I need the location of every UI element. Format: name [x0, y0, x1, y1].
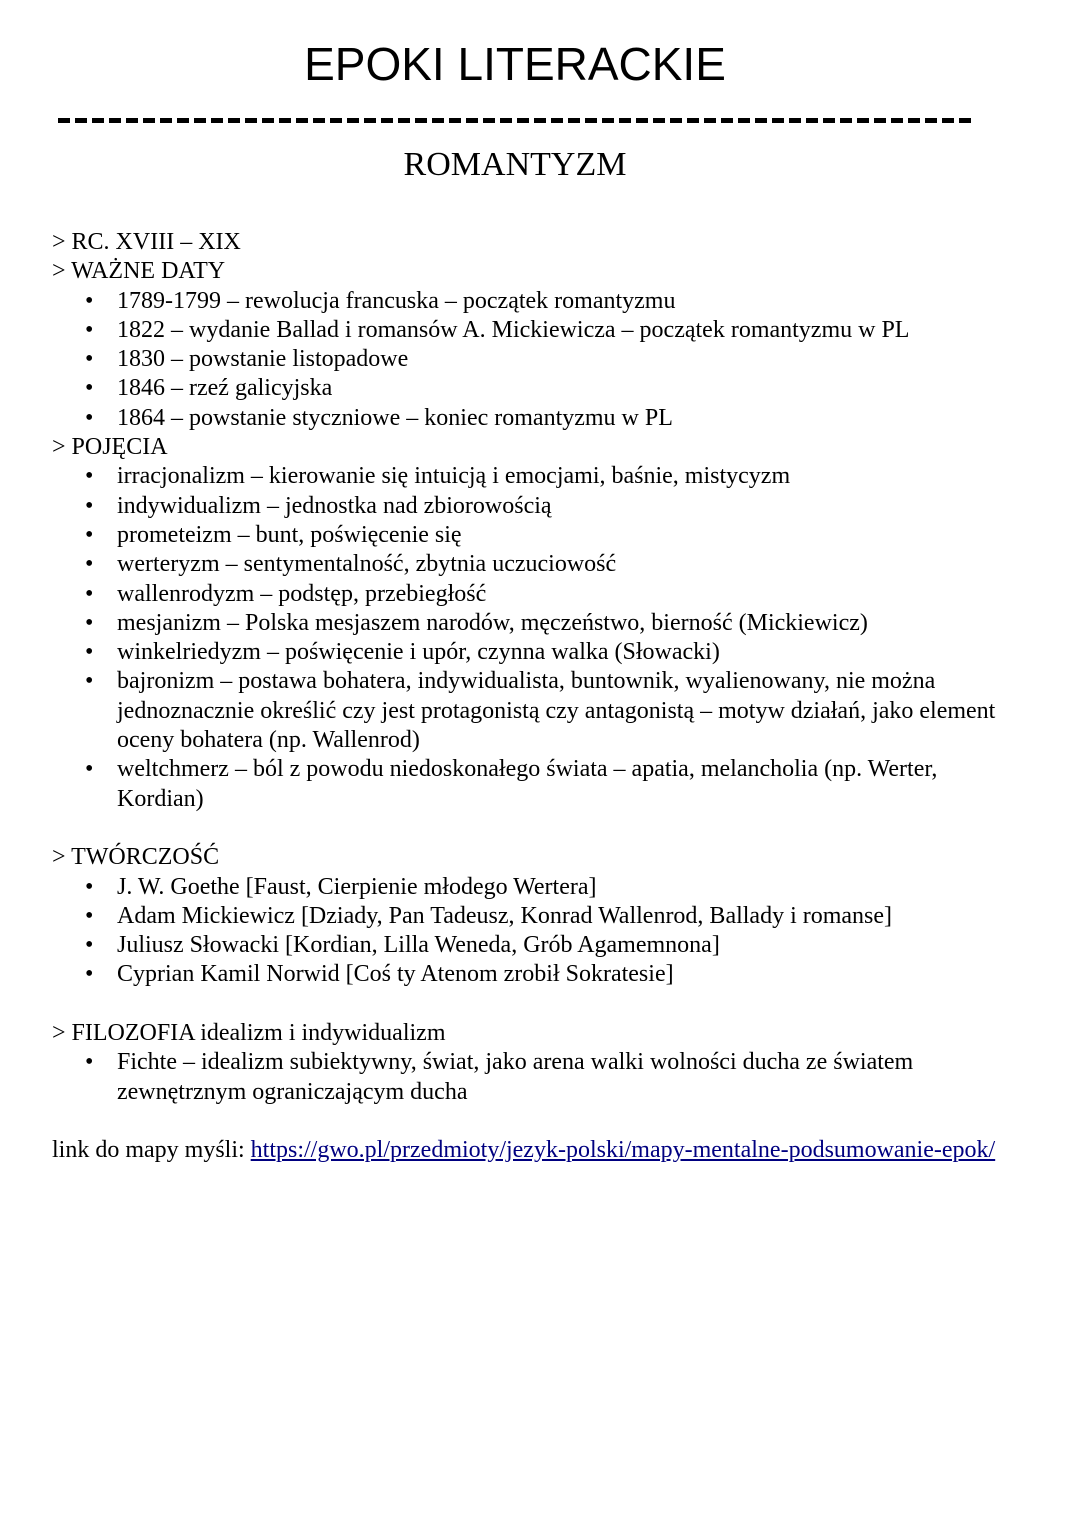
bullet-icon: • — [85, 404, 94, 431]
bullet-icon: • — [85, 316, 94, 343]
list-item — [52, 550, 1012, 579]
list-item-text: 1846 – rzeź galicyjska — [117, 375, 333, 402]
list-item — [52, 1048, 1012, 1107]
dashed-divider — [58, 112, 972, 130]
list-item-text: indywidualizm – jednostka nad zbiorowością — [117, 492, 552, 519]
list-item — [52, 580, 1012, 609]
list-item — [52, 902, 1012, 931]
list-item — [52, 462, 1012, 491]
section-title: ROMANTYZM — [403, 146, 627, 183]
list-item — [52, 404, 1012, 433]
list-item-text: 1822 – wydanie Ballad i romansów A. Mickiewicza – początek romantyzmu w PL — [117, 316, 910, 343]
list-item-text: Adam Mickiewicz [Dziady, Pan Tadeusz, Konrad Wallenrod, Ballady i romanse] — [117, 902, 893, 929]
list-item — [52, 316, 1012, 345]
list-item — [52, 287, 1012, 316]
list-item-text: werteryzm – sentymentalność, zbytnia uczuciowość — [117, 551, 617, 578]
list-item-text: mesjanizm – Polska mesjaszem narodów, męczeństwo, bierność (Mickiewicz) — [117, 609, 868, 636]
list-item — [52, 609, 1012, 638]
list-item-text: irracjonalizm – kierowanie się intuicją i emocjami, baśnie, mistycyzm — [117, 463, 791, 490]
list-item-text: 1789-1799 – rewolucja francuska – początek romantyzmu — [117, 287, 676, 314]
list-item — [52, 960, 1012, 989]
bullet-icon: • — [85, 756, 94, 783]
list-item-text: weltchmerz – ból z powodu niedoskonałego świata – apatia, melancholia (np. Werter, Kordian) — [117, 756, 938, 812]
concepts-heading: > POJĘCIA — [52, 434, 168, 461]
list-item-text: 1830 – powstanie listopadowe — [117, 346, 409, 373]
list-item — [52, 667, 1012, 755]
bullet-icon: • — [85, 521, 94, 548]
bullet-icon: • — [85, 346, 94, 373]
list-item-text: J. W. Goethe [Faust, Cierpienie młodego Wertera] — [117, 873, 597, 900]
concepts-list — [52, 462, 1012, 814]
document-title: EPOKI LITERACKIE — [304, 38, 726, 90]
dates-list — [52, 287, 1012, 433]
list-item — [52, 755, 1012, 814]
list-item-text: winkelriedyzm – poświęcenie i upór, czynna walka (Słowacki) — [117, 639, 720, 666]
bullet-icon: • — [85, 961, 94, 988]
bullet-icon: • — [85, 551, 94, 578]
dates-heading: > WAŻNE DATY — [52, 258, 226, 285]
bullet-icon: • — [85, 287, 94, 314]
list-item — [52, 492, 1012, 521]
list-item-text: Cyprian Kamil Norwid [Coś ty Atenom zrobił Sokratesie] — [117, 961, 674, 988]
bullet-icon: • — [85, 873, 94, 900]
bullet-icon: • — [85, 668, 94, 695]
period-heading: > RC. XVIII – XIX — [52, 229, 241, 255]
list-item-text: bajronizm – postawa bohatera, indywidualista, buntownik, wyalienowany, nie można jednoznacznie określić czy jest protagonistą czy antagonistą – motyw działań, jako element oceny bohatera (np. Wallenrod) — [117, 668, 996, 754]
list-item — [52, 931, 1012, 960]
bullet-icon: • — [85, 609, 94, 636]
mind-map-link-line — [52, 1136, 1012, 1165]
mind-map-link[interactable]: https://gwo.pl/przedmioty/jezyk-polski/mapy-mentalne-podsumowanie-epok/ — [250, 1137, 996, 1164]
spacer — [52, 1107, 1012, 1136]
list-item-text: Fichte – idealizm subiektywny, świat, jako arena walki wolności ducha ze światem zewnętrznym ograniczającym ducha — [117, 1049, 914, 1105]
works-heading: > TWÓRCZOŚĆ — [52, 844, 220, 871]
link-label: link do mapy myśli: — [52, 1137, 251, 1164]
bullet-icon: • — [85, 492, 94, 519]
list-item — [52, 345, 1012, 374]
bullet-icon: • — [85, 932, 94, 959]
list-item-text: wallenrodyzm – podstęp, przebiegłość — [117, 580, 487, 607]
works-list — [52, 873, 1012, 990]
philosophy-list — [52, 1048, 1012, 1107]
list-item — [52, 873, 1012, 902]
bullet-icon: • — [85, 463, 94, 490]
philosophy-heading: > FILOZOFIA idealizm i indywidualizm — [52, 1020, 446, 1047]
list-item-text: Juliusz Słowacki [Kordian, Lilla Weneda, Grób Agamemnona] — [117, 932, 720, 959]
list-item — [52, 374, 1012, 403]
list-item — [52, 521, 1012, 550]
document-body — [52, 228, 1012, 1166]
spacer — [52, 814, 1012, 843]
bullet-icon: • — [85, 375, 94, 402]
spacer — [52, 990, 1012, 1019]
list-item-text: 1864 – powstanie styczniowe – koniec romantyzmu w PL — [117, 404, 673, 431]
list-item-text: prometeizm – bunt, poświęcenie się — [117, 521, 462, 548]
bullet-icon: • — [85, 639, 94, 666]
list-item — [52, 638, 1012, 667]
bullet-icon: • — [85, 1049, 94, 1076]
bullet-icon: • — [85, 902, 94, 929]
bullet-icon: • — [85, 580, 94, 607]
